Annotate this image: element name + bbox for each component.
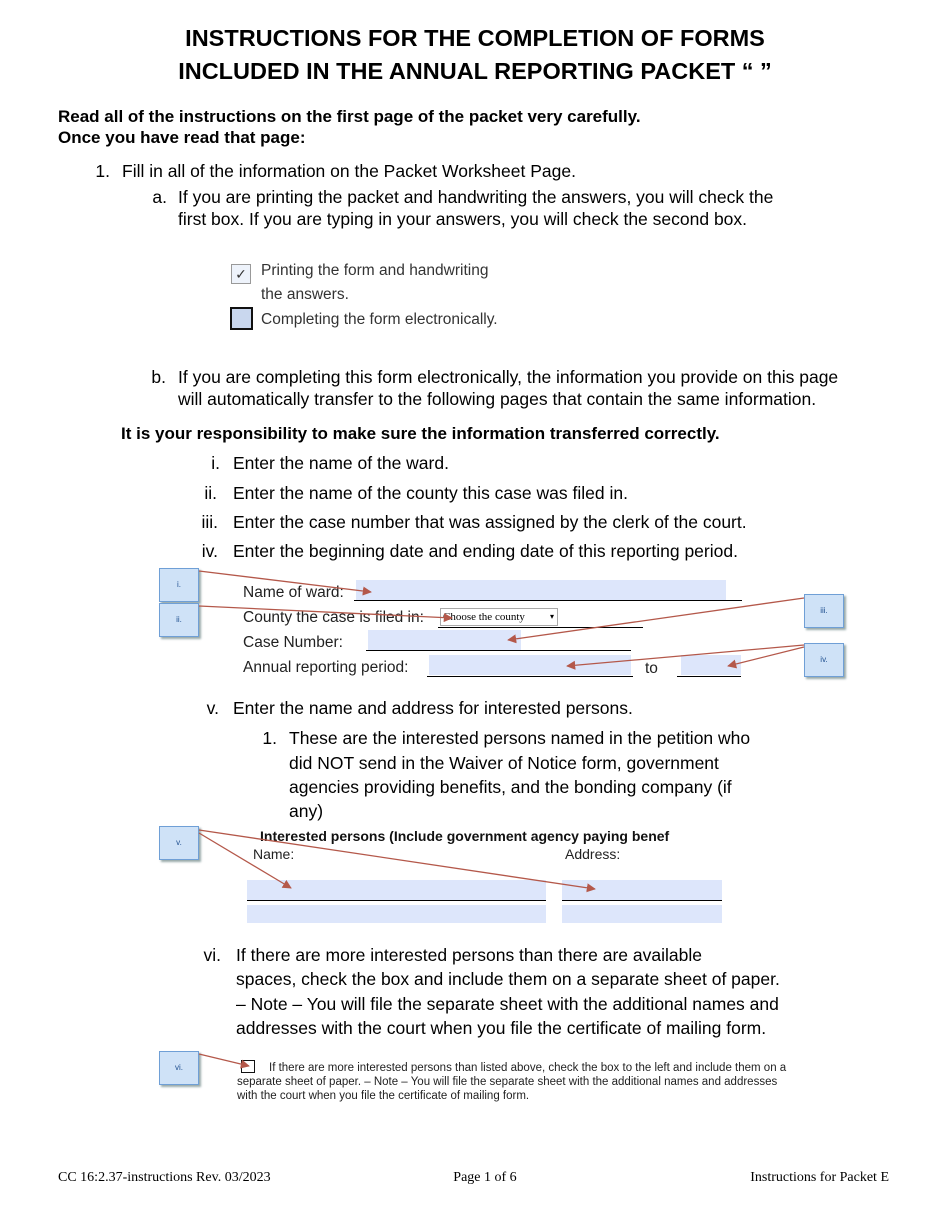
roman-ii-text: Enter the name of the county this case was filed in. (233, 483, 628, 503)
arrow-v-address (199, 830, 595, 889)
step-v-sub-line3: agencies providing benefits, and the bonding company (if (289, 777, 732, 797)
sample-option2: Completing the form electronically. (261, 311, 498, 328)
page-title-line2: INCLUDED IN THE ANNUAL REPORTING PACKET “ ” (178, 58, 772, 84)
sample-case-label: Case Number: (243, 634, 343, 651)
callout-iii: iii. (804, 594, 844, 628)
arrow-ii (199, 606, 452, 618)
sample-county-dropdown-value: Choose the county (443, 611, 525, 623)
roman-iv-number: iv. (201, 541, 218, 561)
roman-v-text: Enter the name and address for interested persons. (233, 698, 633, 718)
step-v-sub-line4: any) (289, 801, 324, 821)
step-vi-line3: – Note – You will file the separate sheet with the additional names and (236, 994, 779, 1014)
step1-number: 1. (95, 161, 110, 181)
callout-vi: vi. (159, 1051, 199, 1085)
roman-i-number: i. (211, 453, 220, 473)
roman-vi-number: vi. (203, 945, 221, 965)
intro-line1: Read all of the instructions on the first page of the packet very carefully. (58, 107, 641, 126)
footer-packet-name: Instructions for Packet E (750, 1170, 889, 1185)
roman-iv-text: Enter the beginning date and ending date of this reporting period. (233, 541, 738, 561)
step-vi-line4: addresses with the court when you file the certificate of mailing form. (236, 1018, 767, 1038)
roman-iii-text: Enter the case number that was assigned by the clerk of the court. (233, 512, 747, 532)
step1b-number: b. (151, 367, 166, 387)
sample-vi-line1: If there are more interested persons than listed above, check the box to the left and include them on a (269, 1062, 787, 1074)
page-title-line1: INSTRUCTIONS FOR THE COMPLETION OF FORMS (185, 25, 765, 51)
arrow-vi (199, 1054, 249, 1066)
sample-period-label: Annual reporting period: (243, 659, 409, 676)
arrow-iv-end (728, 647, 804, 666)
roman-iii-number: iii. (201, 512, 218, 532)
sample-persons-address-label: Address: (565, 846, 621, 862)
footer-page-number: Page 1 of 6 (453, 1170, 517, 1185)
callout-ii: ii. (159, 603, 199, 637)
callout-v: v. (159, 826, 199, 860)
step1a-number: a. (152, 187, 167, 207)
footer-form-id: CC 16:2.37-instructions Rev. 03/2023 (58, 1170, 271, 1185)
step-v-sub-line2: did NOT send in the Waiver of Notice form, government (289, 753, 719, 773)
roman-v-number: v. (206, 698, 219, 718)
callout-i: i. (159, 568, 199, 602)
sample-period-to-label: to (645, 660, 658, 677)
roman-ii-number: ii. (204, 483, 217, 503)
intro-line2: Once you have read that page: (58, 128, 306, 147)
sample-county-label: County the case is filed in: (243, 609, 424, 626)
sample-option1-line1: Printing the form and handwriting (261, 262, 489, 279)
chevron-down-icon: ▾ (549, 612, 554, 621)
step1b-line2: will automatically transfer to the following pages that contain the same information. (178, 389, 817, 409)
sample-persons-name-label: Name: (253, 846, 295, 862)
checkmark-icon: ✓ (235, 266, 247, 282)
callout-iv: iv. (804, 643, 844, 677)
step-v-sub-line1: These are the interested persons named in the petition who (289, 728, 751, 748)
responsibility-note: It is your responsibility to make sure the information transferred correctly. (121, 424, 720, 443)
step1a-line2: first box. If you are typing in your answers, you will check the second box. (178, 209, 748, 229)
step-v-sub-number: 1. (262, 728, 277, 748)
sample-ward-label: Name of ward: (243, 584, 344, 601)
step-vi-line1: If there are more interested persons than there are available (236, 945, 702, 965)
arrow-i (199, 571, 371, 592)
sample-vi-line3: with the court when you file the certificate of mailing form. (237, 1090, 530, 1102)
sample-persons-heading: Interested persons (Include government agency paying benef (260, 828, 670, 844)
roman-i-text: Enter the name of the ward. (233, 453, 449, 473)
step1-text: Fill in all of the information on the Packet Worksheet Page. (122, 161, 576, 181)
step1a-line1: If you are printing the packet and handwriting the answers, you will check the (178, 187, 774, 207)
step-vi-line2: spaces, check the box and include them on a separate sheet of paper. (236, 969, 780, 989)
sample-vi-line2: separate sheet of paper. – Note – You will file the separate sheet with the additional names and addresses (237, 1076, 778, 1088)
step1b-line1: If you are completing this form electronically, the information you provide on this page (178, 367, 839, 387)
sample-option1-line2: the answers. (261, 286, 349, 303)
arrow-iii (508, 598, 804, 640)
